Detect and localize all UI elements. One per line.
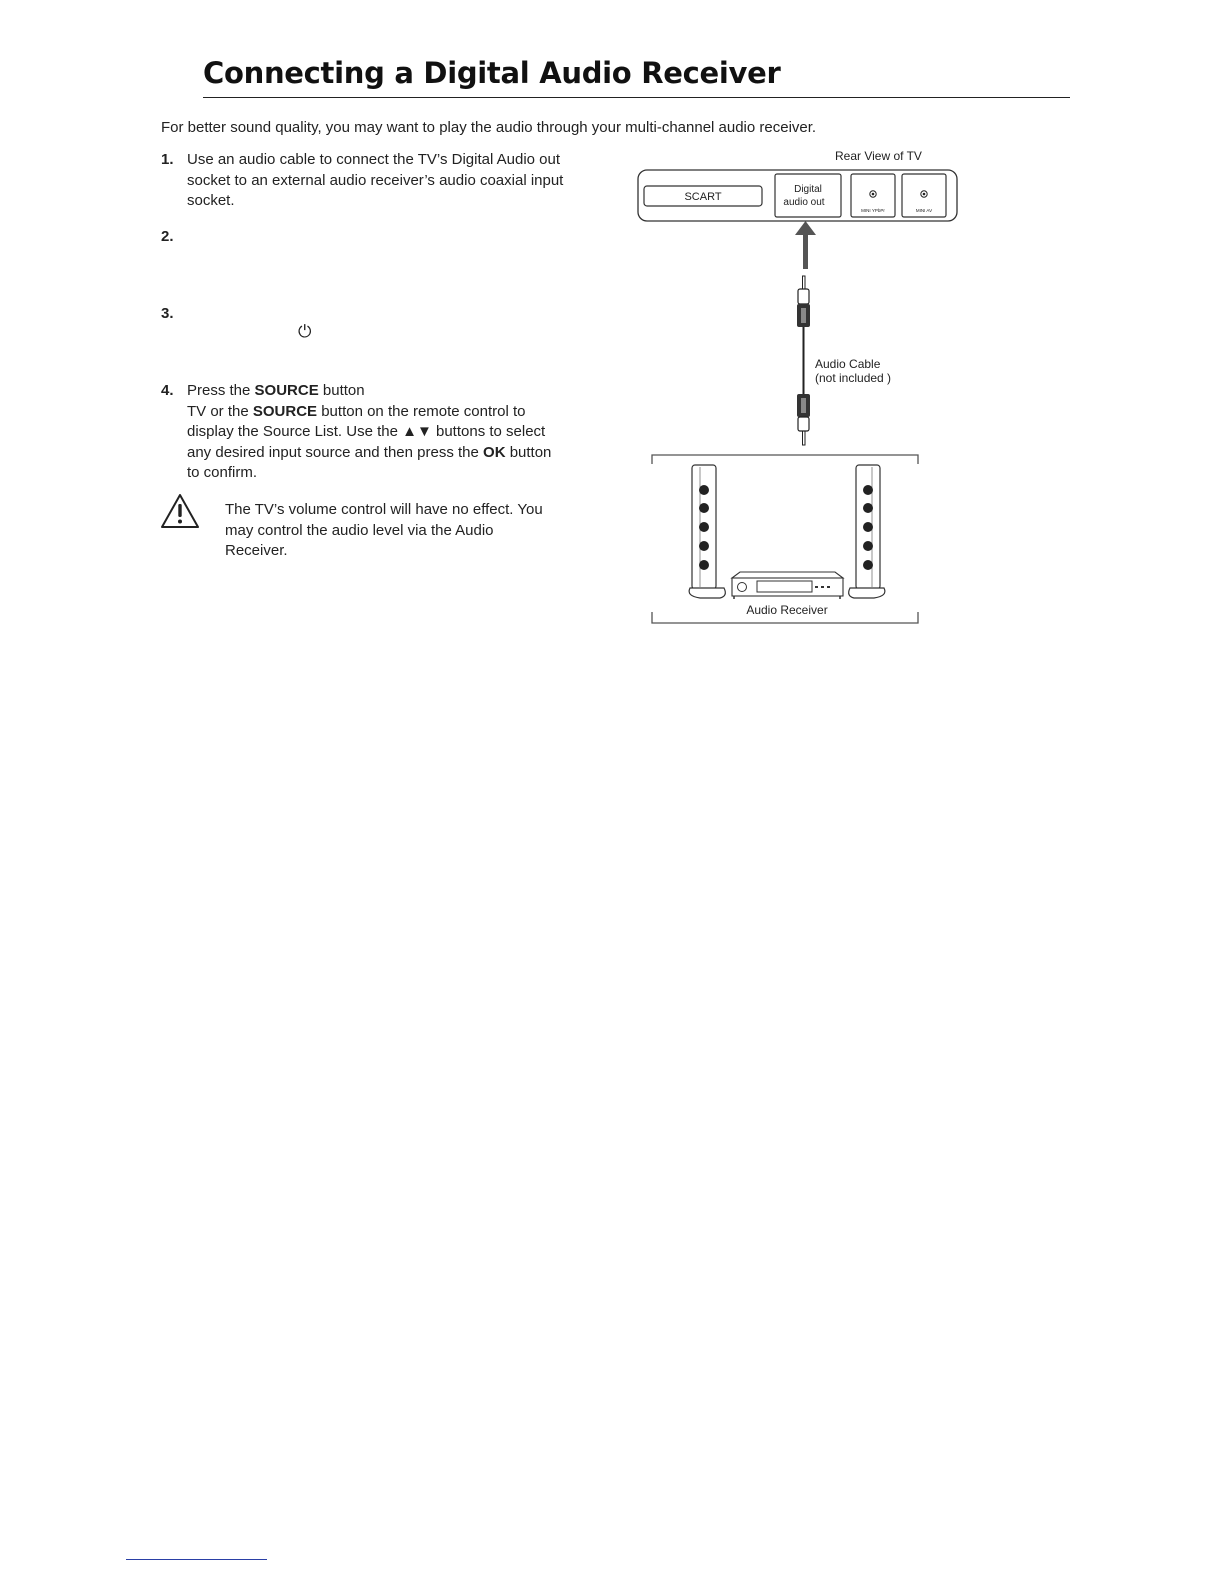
intro-paragraph: For better sound quality, you may want to play the audio through your multi-channel audio receiver. [161,119,817,136]
connection-diagram [630,144,970,634]
ok-key-label: OK [483,443,506,461]
right-speaker-icon [849,465,885,598]
cable-label-line1: Audio Cable [815,357,881,371]
digital-audio-label-line1: Digital [794,184,822,195]
receiver-label: Audio Receiver [746,603,828,617]
warning-triangle-icon [159,492,201,530]
warning-text: The TV’s volume control will have no effect. You may control the audio level via the Audio Receiver. [225,501,543,559]
jack-icon [872,193,875,196]
digital-audio-label-line2: audio out [783,197,825,208]
mini-ypbpr-label: MINI YPbPr [861,208,885,213]
step-4 [161,381,567,484]
step-number: 4. [161,382,174,399]
step-1 [161,150,567,212]
step-text: Use an audio cable to connect the TV’s Digital Audio out socket to an external audio receiver’s audio coaxial input socket. [187,151,564,209]
step-text: Press the SOURCE button TV or the SOURCE button on the remote control to display the Source List. Use the ▲▼ buttons to select any desired input source and then press the OK button to confirm. [187,382,552,481]
page-title: Connecting a Digital Audio Receiver [203,56,781,90]
arrow-keys-icon: ▲▼ [402,423,432,440]
receiver-bracket-top [652,455,918,464]
footer-link-underline [126,1559,267,1560]
step-number: 1. [161,151,174,168]
source-key-label: SOURCE [254,382,319,399]
source-key-label: SOURCE [252,402,318,420]
title-divider [203,97,1070,98]
power-icon: ⏻ [298,322,312,341]
rca-plug-icon [797,276,810,327]
mini-av-label: MINI AV [915,208,933,213]
connection-arrow-icon [795,221,816,269]
rear-view-label: Rear View of TV [835,149,922,163]
left-speaker-icon [689,465,725,598]
digital-audio-out-port [775,174,841,217]
rca-plug-icon [797,394,810,445]
step-number: 3. [161,305,174,322]
cable-label-line2: (not included ) [815,371,892,385]
audio-receiver-icon [732,572,843,599]
step-number: 2. [161,228,174,245]
scart-label: SCART [684,191,722,203]
jack-icon [923,193,926,196]
